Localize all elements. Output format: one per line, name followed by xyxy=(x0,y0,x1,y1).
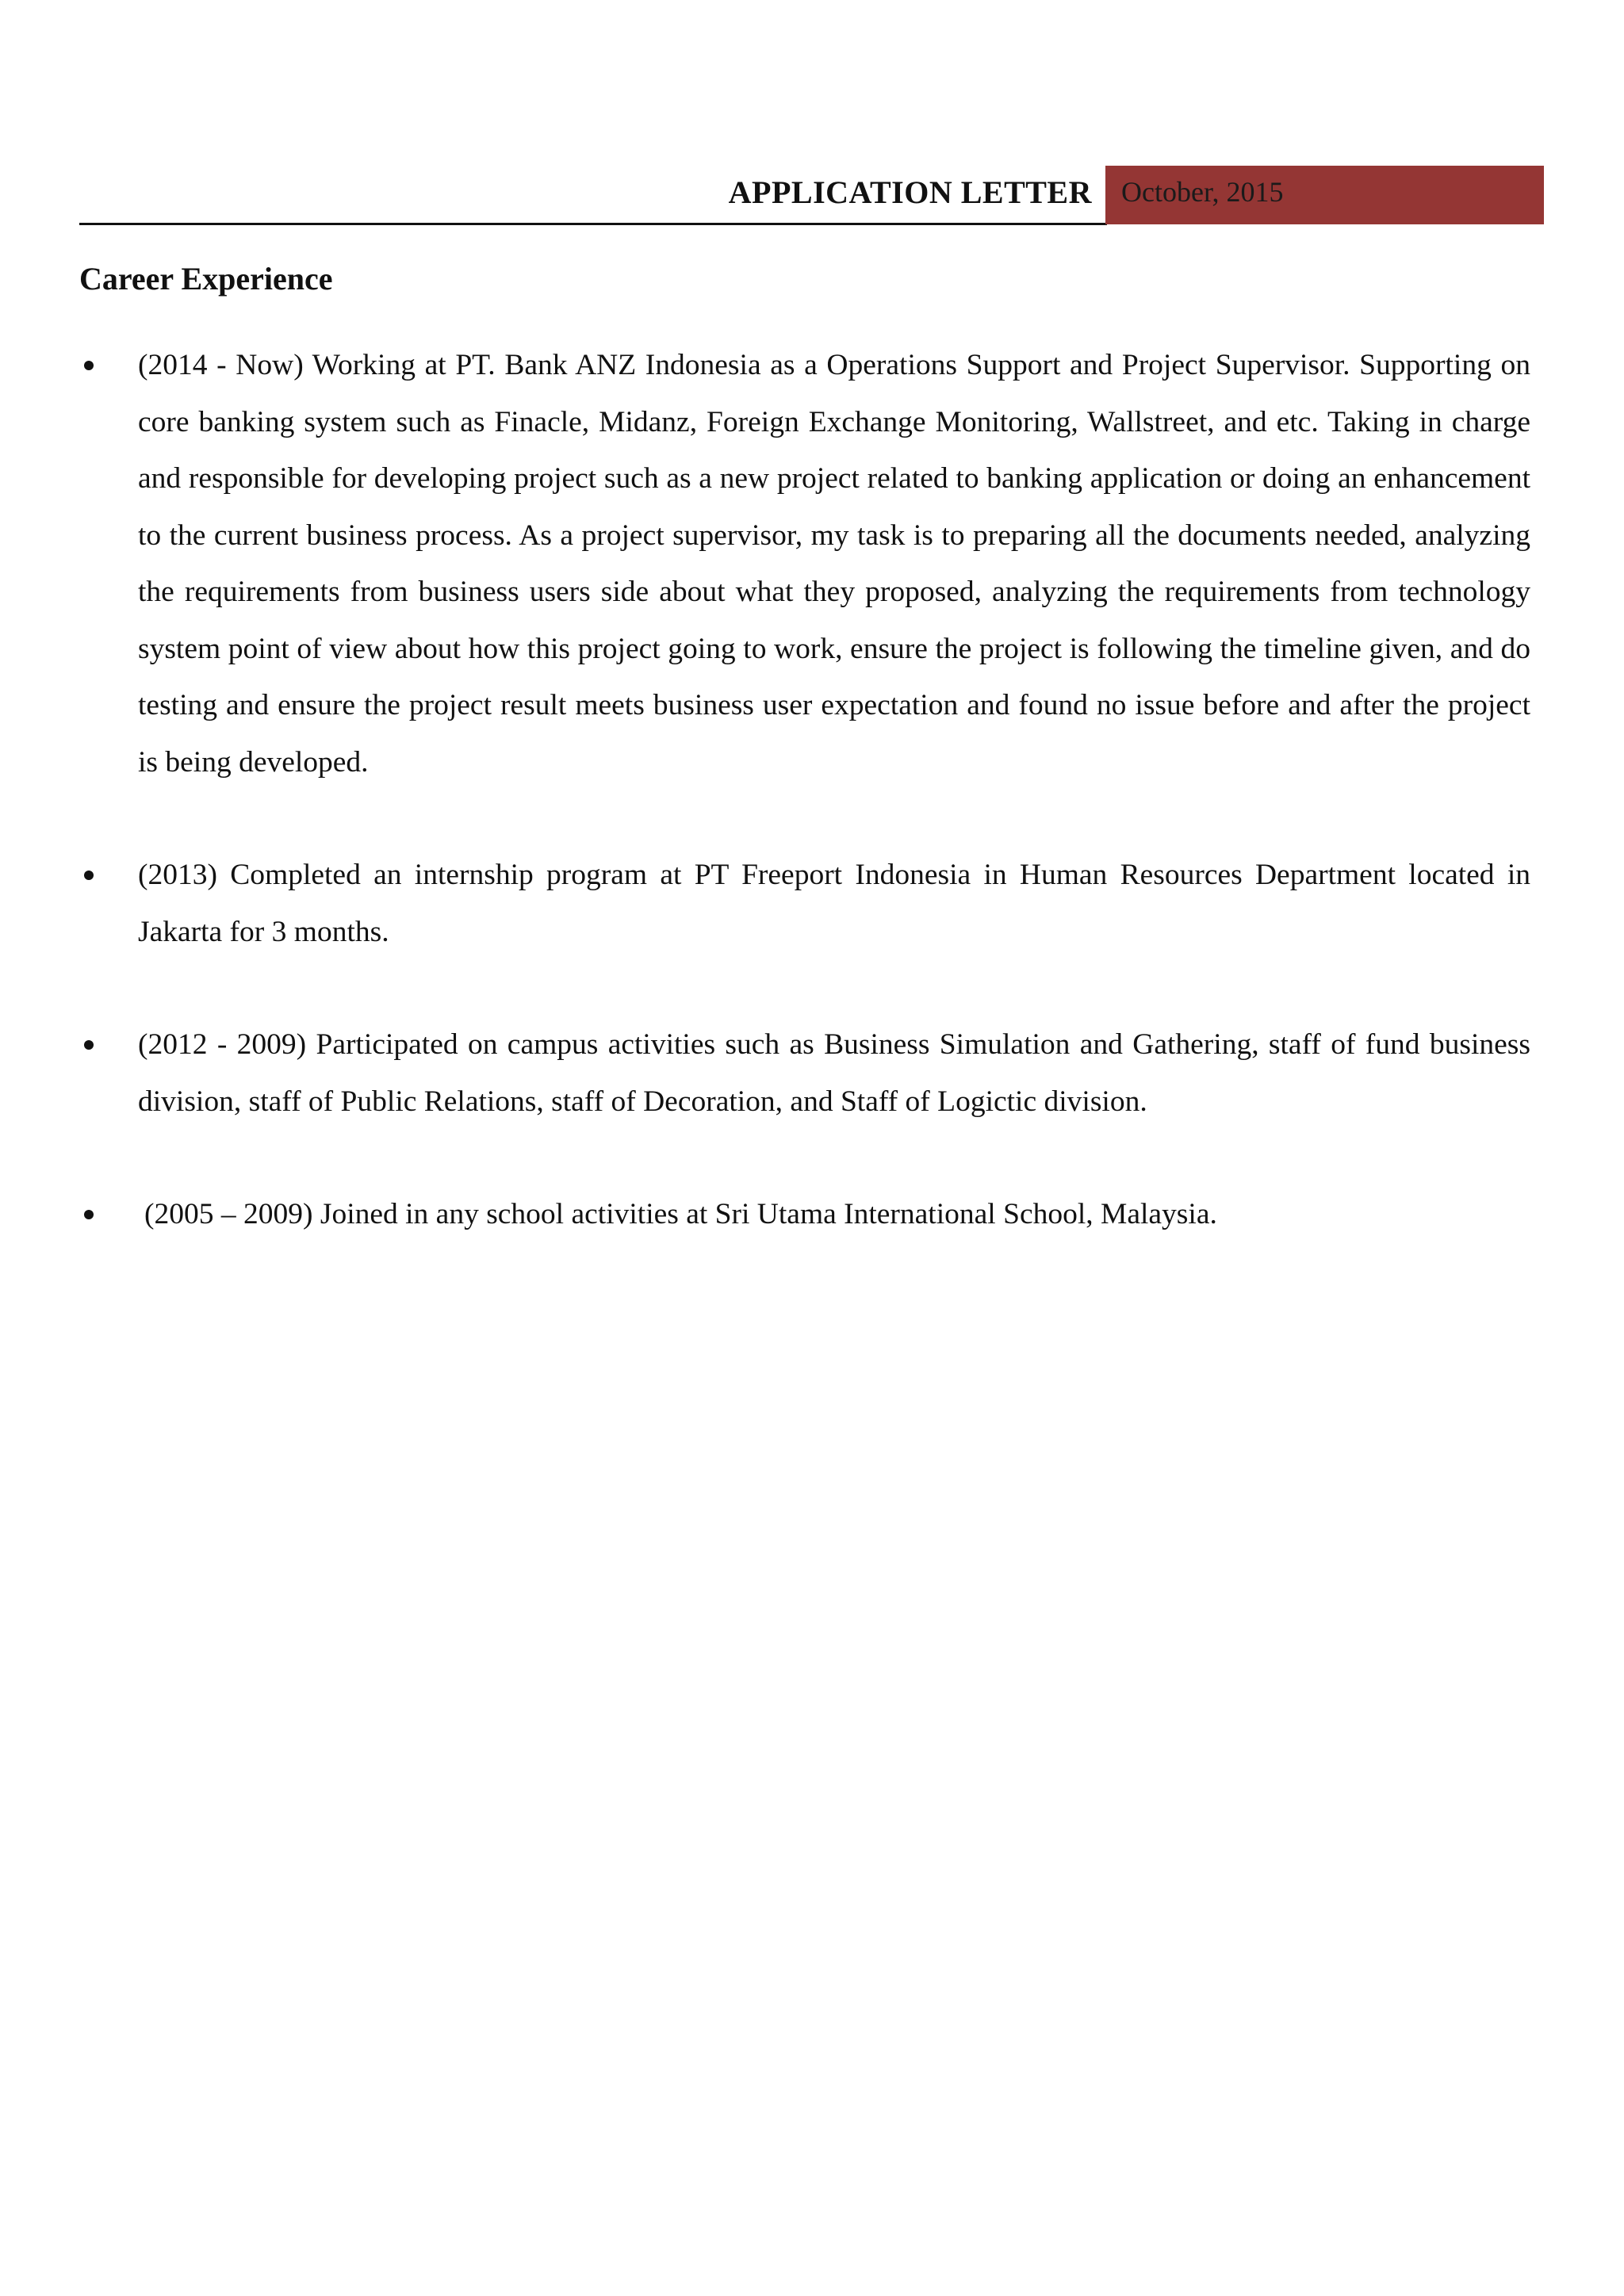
header-date-box xyxy=(1105,166,1544,224)
experience-text: (2013) Completed an internship program at PT Freeport Indonesia in Human Resources Department located in Jakarta for 3 months. xyxy=(138,859,1530,948)
bullet-icon xyxy=(84,1210,94,1219)
bullet-icon xyxy=(84,361,94,370)
header-divider xyxy=(79,223,1107,225)
header-date: October, 2015 xyxy=(1121,176,1284,208)
header-title: APPLICATION LETTER xyxy=(728,174,1092,210)
experience-item xyxy=(79,847,1530,960)
bullet-icon xyxy=(84,1040,94,1050)
letter-header xyxy=(79,166,1544,224)
experience-text: (2005 – 2009) Joined in any school activities at Sri Utama International School, Malaysia. xyxy=(144,1198,1217,1230)
experience-item xyxy=(79,1016,1530,1130)
section-title: Career Experience xyxy=(79,261,333,297)
experience-item xyxy=(79,337,1530,790)
experience-text: (2012 - 2009) Participated on campus activities such as Business Simulation and Gathering, staff of fund business division, staff of Public Relations, staff of Decoration, and Staff of Logictic division. xyxy=(138,1028,1530,1118)
bullet-icon xyxy=(84,871,94,880)
experience-text: (2014 - Now) Working at PT. Bank ANZ Indonesia as a Operations Support and Project Supervisor. Supporting on core banking system such as Finacle, Midanz, Foreign Exchange Monitoring, Wallstreet, and etc. Taking in charge and responsible for developing project such as a new project related to banking application or doing an enhancement to the current business process. As a project supervisor, my task is to preparing all the documents needed, analyzing the requirements from business users side about what they proposed, analyzing the requirements from technology system point of view about how this project going to work, ensure the project is following the timeline given, and do testing and ensure the project result meets business user expectation and found no issue before and after the project is being developed. xyxy=(138,349,1530,779)
experience-list xyxy=(79,337,1530,1299)
experience-item xyxy=(79,1186,1530,1243)
